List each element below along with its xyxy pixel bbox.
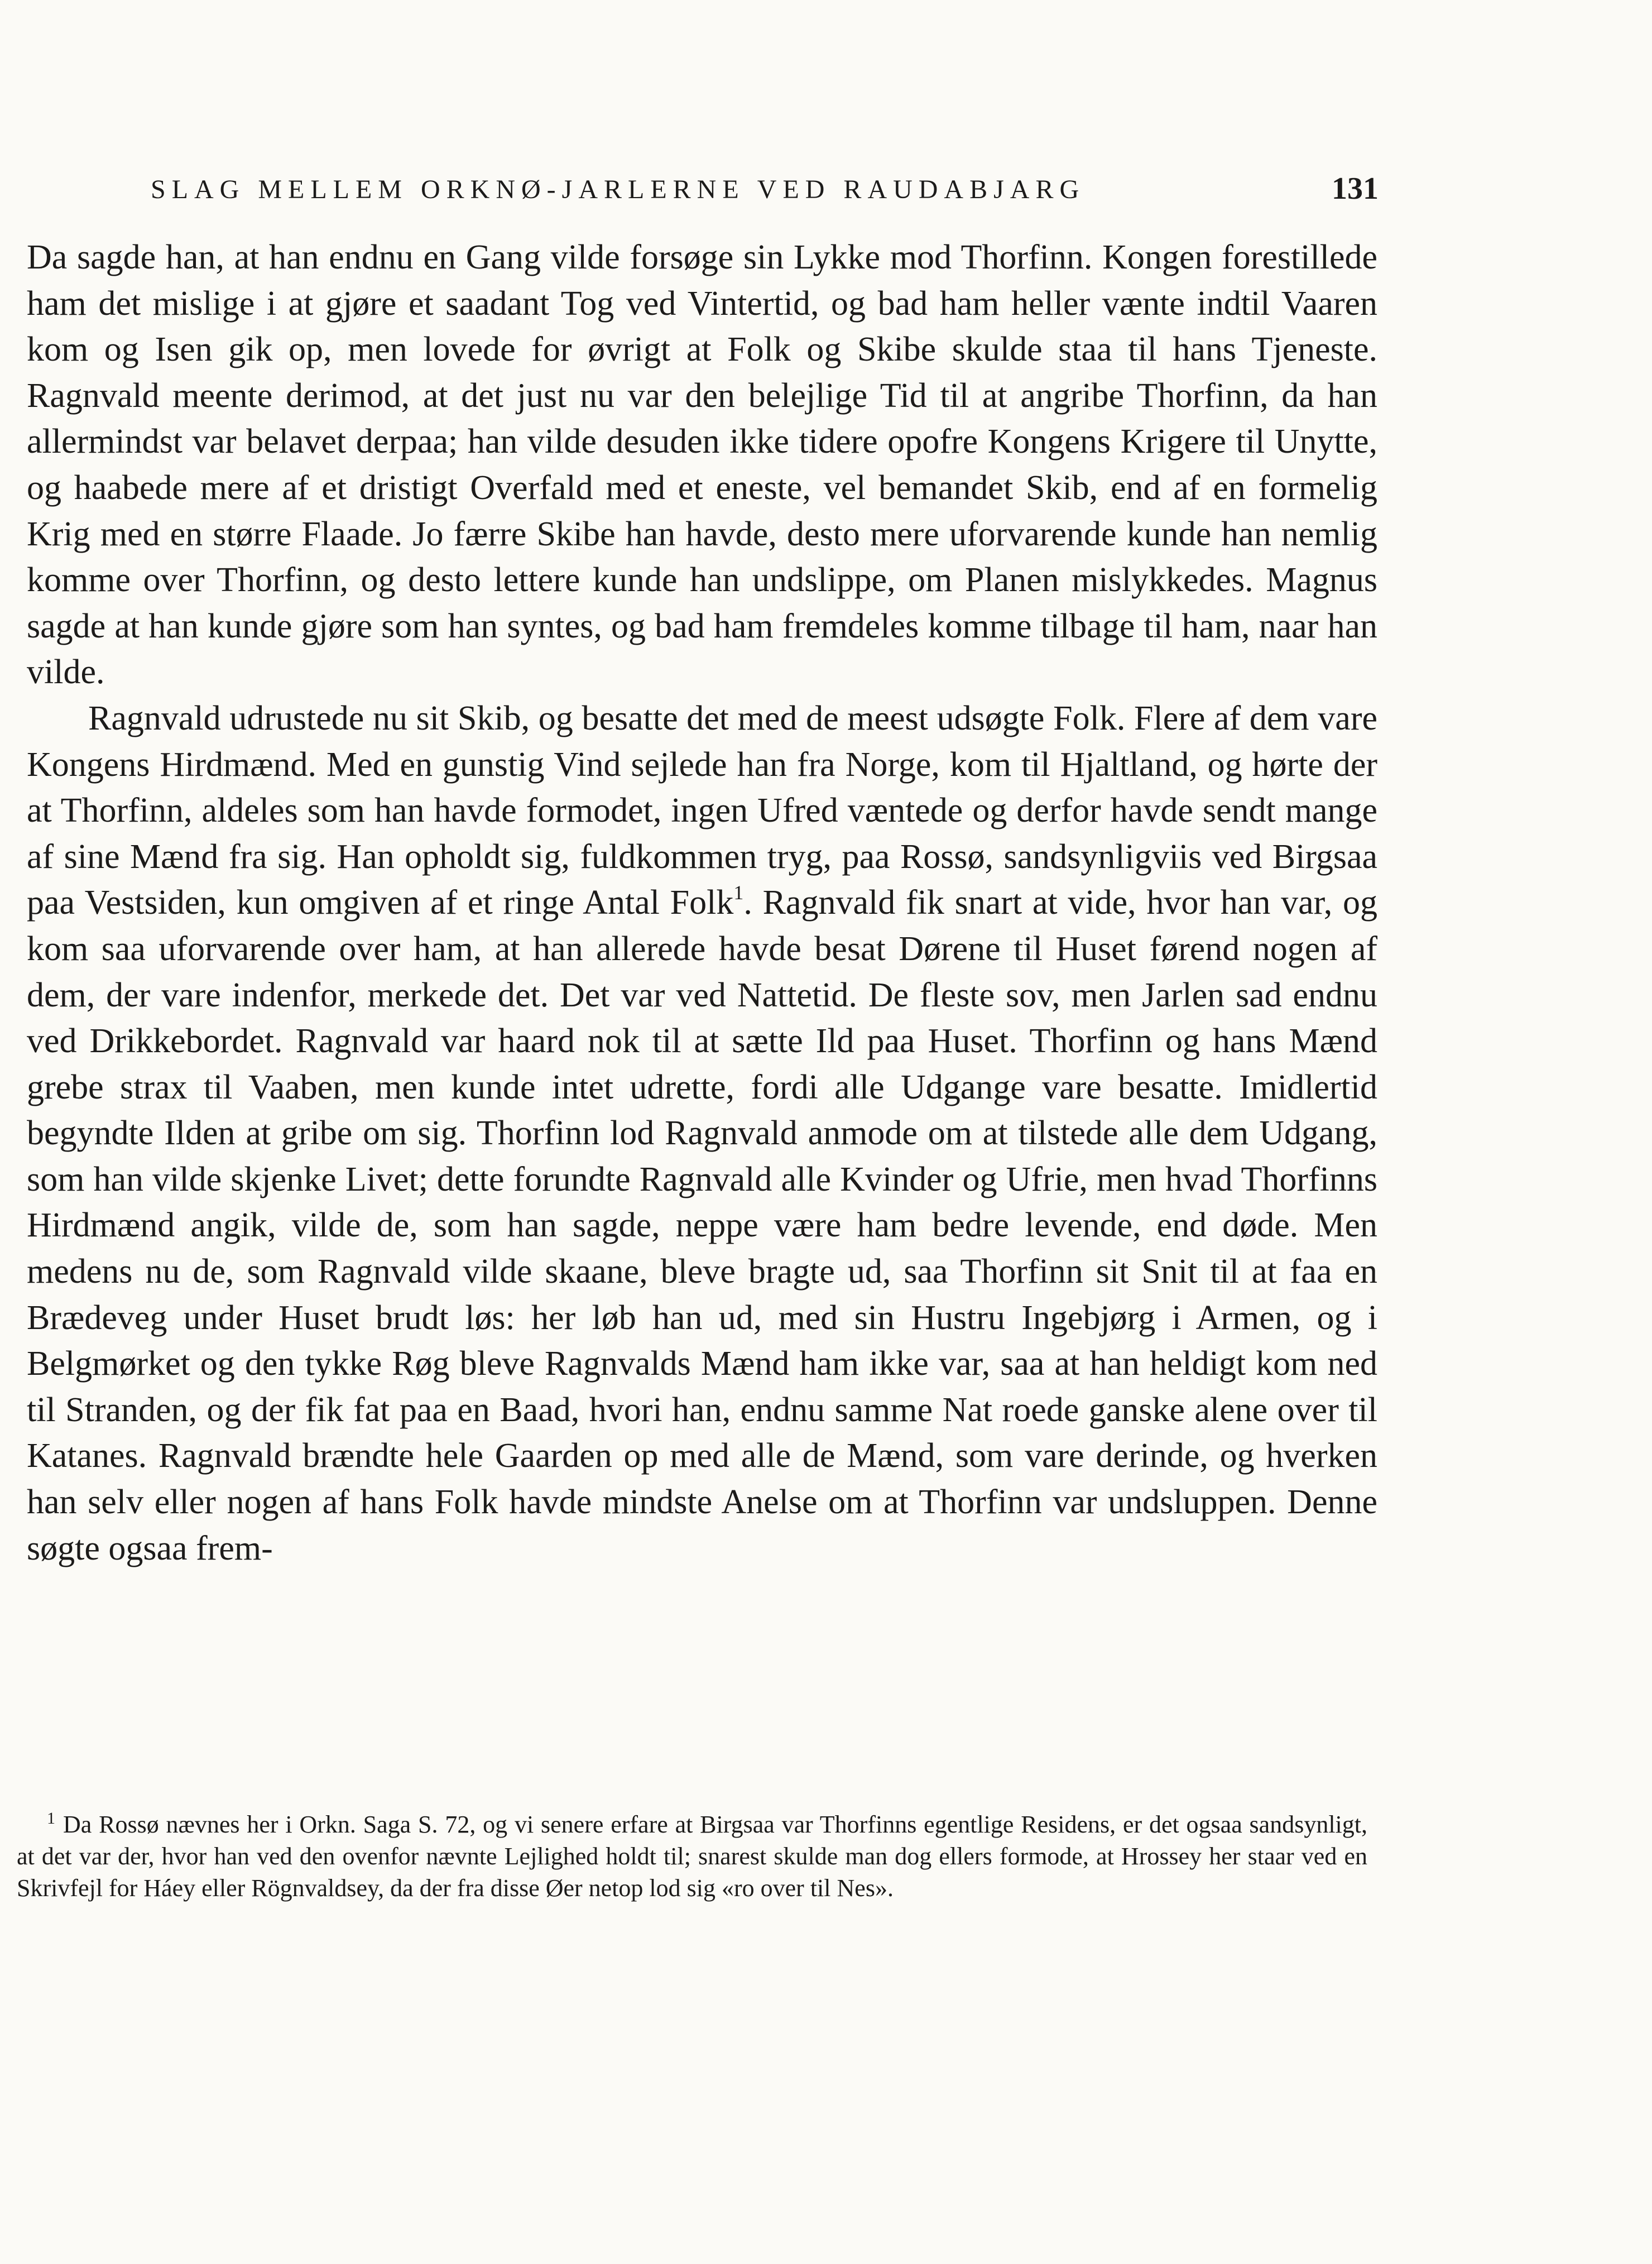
- running-title: SLAG MELLEM ORKNØ-JARLERNE VED RAUDABJARG: [151, 175, 1086, 204]
- paragraph-2-part-2: . Ragnvald fik snart at vide, hvor han var, og kom saa uforvarende over ham, at han allerede havde besat Dørene til Huset førend nogen af dem, der vare indenfor, merkede det. Det var ved Nattetid. De fleste sov, men Jarlen sad endnu ved Drikkebordet. Ragnvald var haard nok til at sætte Ild paa Huset. Thorfinn og hans Mænd grebe strax til Vaaben, men kunde intet udrette, fordi alle Udgange vare besatte. Imidlertid begyndte Ilden at gribe om sig. Thorfinn lod Ragnvald anmode om at tilstede alle dem Udgang, som han vilde skjenke Livet; dette forundte Ragnvald alle Kvinder og Ufrie, men hvad Thorfinns Hirdmænd angik, vilde de, som han sagde, neppe være ham bedre levende, end døde. Men medens nu de, som Ragnvald vilde skaane, bleve bragte ud, saa Thorfinn sit Snit til at faa en Brædeveg under Huset brudt løs: her løb han ud, med sin Hustru Ingebjørg i Armen, og i Belgmørket og den tykke Røg bleve Ragnvalds Mænd ham ikke var, saa at han heldigt kom ned til Stranden, og der fik fat paa en Baad, hvori han, endnu samme Nat roede ganske alene over til Katanes. Ragnvald brændte hele Gaarden op med alle de Mænd, som vare derinde, og hverken han selv eller nogen af hans Folk havde mindste Anelse om at Thorfinn var undsluppen. Denne søgte ogsaa frem-: [27, 884, 1377, 1567]
- footnote-marker: 1: [47, 1809, 55, 1827]
- page-number: 131: [1332, 171, 1379, 206]
- paragraph-2-part-1: Ragnvald udrustede nu sit Skib, og besatte det med de meest udsøgte Folk. Flere af dem vare Kongens Hirdmænd. Med en gunstig Vind sejlede han fra Norge, kom til Hjaltland, og hørte der at Thorfinn, aldeles som han havde formodet, ingen Ufred væntede og derfor havde sendt mange af sine Mænd fra sig. Han opholdt sig, fuldkommen tryg, paa Rossø, sandsynligviis ved Birgsaa paa Vestsiden, kun omgiven af et ringe Antal Folk: [27, 699, 1377, 922]
- footnote-reference: 1: [733, 881, 744, 904]
- footnote-text: Da Rossø nævnes her i Orkn. Saga S. 72, og vi senere erfare at Birgsaa var Thorfinns egentlige Residens, er det ogsaa sandsynligt, at det var der, hvor han ved den ovenfor nævnte Lejlighed holdt til; snarest skulde man dog ellers formode, at Hrossey her staar ved en Skrivfejl for Háey eller Rögnvaldsey, da der fra disse Øer netop lod sig «ro over til Nes».: [17, 1811, 1367, 1902]
- body-text: [27, 234, 1377, 1571]
- paragraph-2: [27, 695, 1377, 1571]
- footnote: [17, 1809, 1367, 1904]
- paragraph-1: Da sagde han, at han endnu en Gang vilde forsøge sin Lykke mod Thorfinn. Kongen forestillede ham det mislige i at gjøre et saadant Tog ved Vintertid, og bad ham heller vænte indtil Vaaren kom og Isen gik op, men lovede for øvrigt at Folk og Skibe skulde staa til hans Tjeneste. Ragnvald meente derimod, at det just nu var den belejlige Tid til at angribe Thorfinn, da han allermindst var belavet derpaa; han vilde desuden ikke tidere opofre Kongens Krigere til Unytte, og haabede mere af et dristigt Overfald med et eneste, vel bemandet Skib, end af en formelig Krig med en større Flaade. Jo færre Skibe han havde, desto mere uforvarende kunde han nemlig komme over Thorfinn, og desto lettere kunde han undslippe, om Planen mislykkedes. Magnus sagde at han kunde gjøre som han syntes, og bad ham fremdeles komme tilbage til ham, naar han vilde.: [27, 238, 1377, 692]
- page-header: [151, 167, 1379, 212]
